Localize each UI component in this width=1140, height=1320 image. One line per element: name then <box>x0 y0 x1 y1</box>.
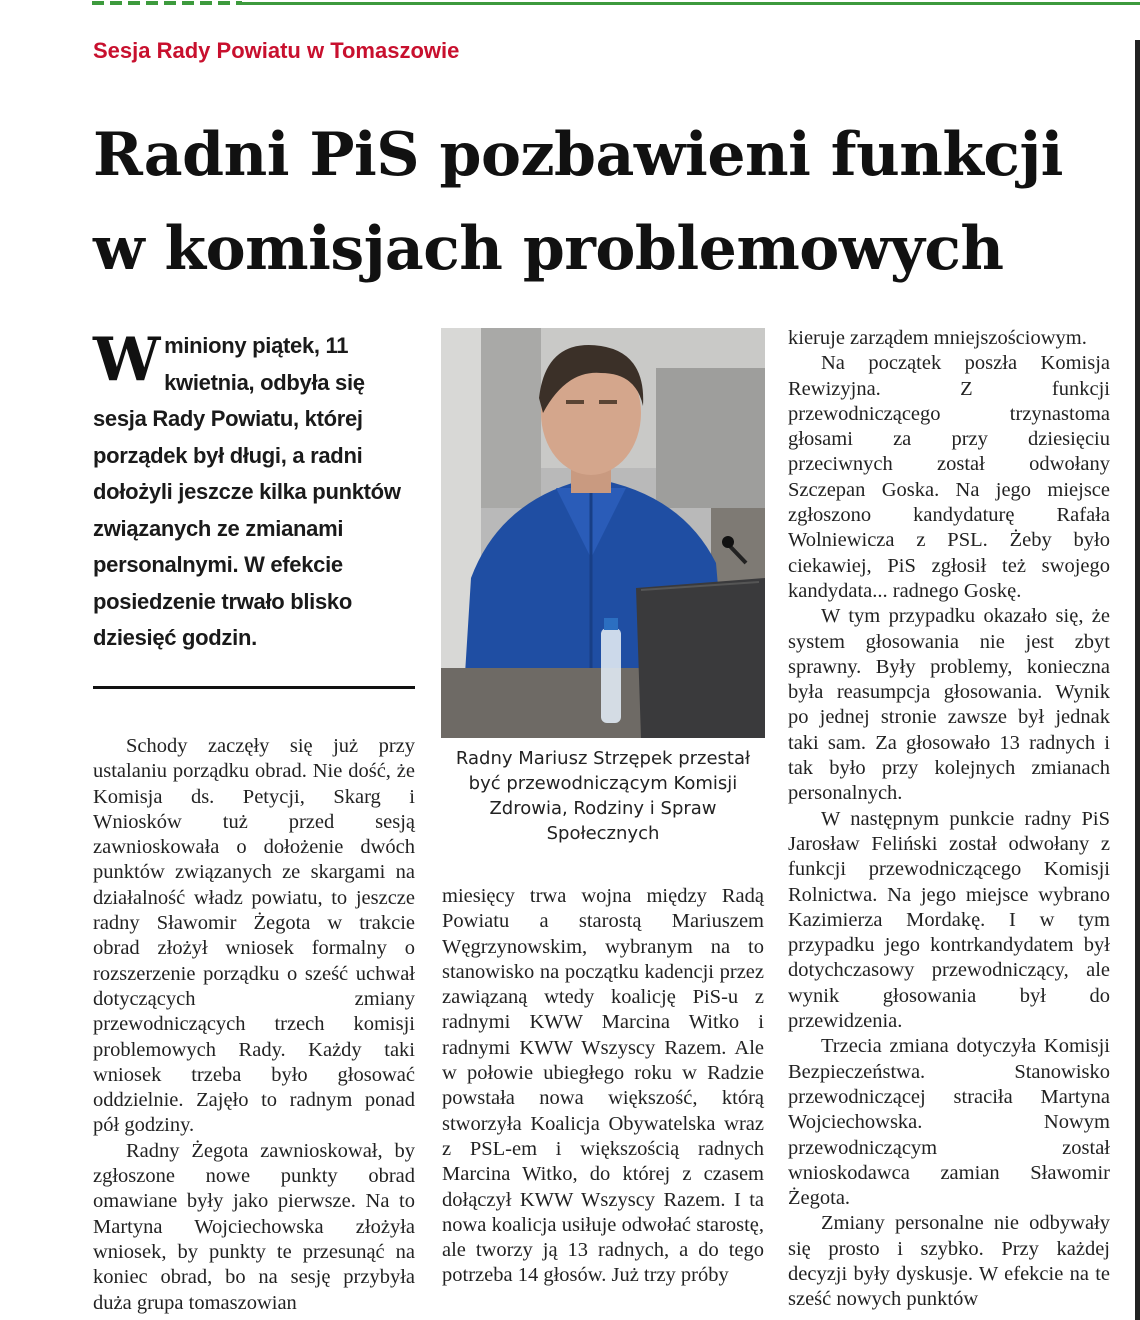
article-column-2 <box>442 884 764 1289</box>
column-3-paragraph: W następnym punkcie radny PiS Jarosław Feliński został odwołany z funkcji przewodniczącego Komisji Rolnictwa. Na jego miejsce wybrano Kazimierza Mordakę. I w tym przypadku jego kontrkandydatem był dotychczasowy przewodniczący, ale wynik głosowania był do przewidzenia. <box>788 807 1110 1033</box>
column-3-paragraph: Zmiany personalne nie odbywały się prosto i szybko. Przy każdej decyzji były dyskusje. W efekcie na te sześć nowych punktów <box>788 1212 1110 1311</box>
photo-illustration <box>441 328 765 738</box>
article-headline: Radni PiS pozbawieni funkcji w komisjach problemowych <box>93 120 1063 284</box>
column-2-paragraph: miesięcy trwa wojna między Radą Powiatu a starostą Mariuszem Węgrzynowskim, wybranym na to stanowisko na początku kadencji przez zawiązaną wtedy koalicję PiS-u z radnymi KWW Marcina Witko i radnymi KWW Wszyscy Razem. Ale w połowie ubiegłego roku w Radzie powstała nowa większość, którą stworzyła Koalicja Obywatelska wraz z PSL-em i większością radnych Marcina Witko, do której z czasem dołączył KWW Wszyscy Razem. I ta nowa koalicja usiłuje odwołać starostę, ale tworzy ją 13 radnych, a do tego potrzeba 14 głosów. Już trzy próby <box>442 885 764 1287</box>
column-3-paragraph: W tym przypadku okazało się, że system głosowania nie jest zbyt sprawny. Były problemy, konieczna była reasumpcja głosowania. Wynik po jednej stronie zawsze był jednak taki sam. Za głosowało 13 radnych i tak było przy kolejnych zmianach personalnych. <box>788 605 1110 805</box>
article-column-3 <box>788 326 1110 1313</box>
top-rule-line <box>242 2 1140 5</box>
column-3-paragraph: Na początek poszła Komisja Rewizyjna. Z funkcji przewodniczącego trzynastoma głosami za przy dziesięciu przeciwnych został odwołany Szczepan Goska. Na jego miejsce zgłoszono kandydaturę Rafała Wolniewicza z PSL. Żeby było ciekawiej, PiS zgłosił też swojego kandydata... radnego Goskę. <box>788 352 1110 602</box>
top-rule-dashes <box>92 1 242 5</box>
article-photo <box>441 328 765 738</box>
lead-dropcap: W <box>93 325 161 395</box>
column-3-continuation: kieruje zarządem mniejszościowym. <box>788 327 1087 349</box>
column-3-paragraph: Trzecia zmiana dotyczyła Komisji Bezpieczeństwa. Stanowisko przewodniczącej straciła Martyna Wojciechowska. Nowym przewodniczącym został wnioskodawca zamian Sławomir Żegota. <box>788 1035 1110 1210</box>
page-edge-shadow <box>1135 40 1140 1320</box>
top-decorative-rule <box>92 0 1140 6</box>
column-1-paragraph: Schody zaczęły się już przy ustalaniu porządku obrad. Nie dość, że Komisja ds. Petycji, Skarg i Wniosków tuż przed sesją zawnioskowała o dołożenie dwóch punktów związanych ze skargami na działalność władz powiatu, to jeszcze radny Sławomir Żegota w trakcie obrad złożył wniosek formalny o rozszerzenie porządku o sześć uchwał dotyczących zmiany przewodniczących trzech komisji problemowych Rady. Każdy taki wniosek trzeba było głosować oddzielnie. Zajęło to radnym ponad pół godziny. <box>93 735 415 1137</box>
lead-divider <box>93 686 415 689</box>
article-lead <box>93 325 415 657</box>
lead-text: miniony piątek, 11 kwietnia, odbyła się sesja Rady Powiatu, której porządek był długi, a radni dołożyli jeszcze kilka punktów związanych ze zmianami personalnymi. W efekcie posiedzenie trwało blisko dziesięć godzin. <box>93 333 401 650</box>
section-kicker: Sesja Rady Powiatu w Tomaszowie <box>93 38 460 63</box>
article-column-1 <box>93 734 415 1316</box>
photo-caption: Radny Mariusz Strzępek przestał być przewodniczącym Komisji Zdrowia, Rodziny i Spraw Społecznych <box>455 748 751 844</box>
column-1-paragraph: Radny Żegota zawnioskował, by zgłoszone nowe punkty obrad omawiane były jako pierwsze. Na to Martyna Wojciechowska złożyła wniosek, by punkty te przesunąć na koniec obrad, bo na sesję przybyła duża grupa tomaszowian <box>93 1139 415 1314</box>
